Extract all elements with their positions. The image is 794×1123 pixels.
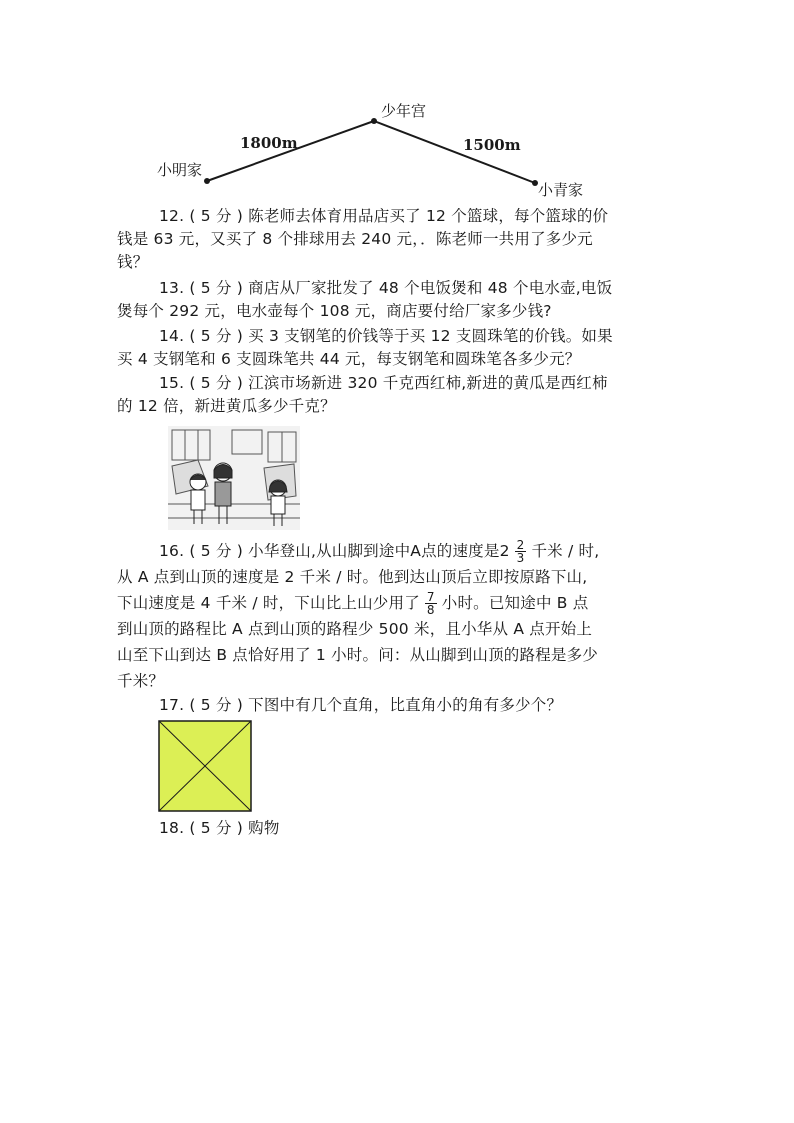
question-12: 12. ( 5 分 ) 陈老师去体育用品店买了 12 个篮球，每个篮球的价 钱是 63 元，又买了 8 个排球用去 240 元，．陈老师一共用了多少元 钱？ [117,207,609,271]
fraction-seven-eighths: $\frac{7}{8}$ [426,590,435,617]
question-14: 14. ( 5 分 ) 买 3 支钢笔的价钱等于买 12 支圆珠笔的价钱。如果 买 4 支钢笔和 6 支圆珠笔共 44 元，每支钢笔和圆珠笔各多少元？ [117,327,613,368]
question-13: 13. ( 5 分 ) 商店从厂家批发了 48 个电饭煲和 48 个电水壶,电饭 煲每个 292 元，电水壶每个 108 元，商店要付给厂家多少钱? [117,279,613,320]
label-xiaoqing-home: 小青家 [538,181,584,199]
fraction-two-thirds: $\frac{2}{3}$ [516,538,525,565]
point-youth-palace [371,118,377,124]
square-with-diagonals [158,720,252,812]
label-distance-left: 1800m [240,134,298,152]
market-illustration [168,426,300,530]
route-diagram [0,0,794,200]
label-youth-palace: 少年宫 [381,102,427,120]
question-18: 18. ( 5 分 ) 购物 [159,819,280,837]
label-xiaoming-home: 小明家 [157,161,203,179]
point-xiaoming-home [204,178,210,184]
question-17: 17. ( 5 分 ) 下图中有几个直角，比直角小的角有多少个？ [159,696,563,714]
label-distance-right: 1500m [463,136,521,154]
question-16: 16. ( 5 分 ) 小华登山,从山脚到途中A点的速度是2 $\frac{2}{3}$ 千米 / 时, 从 A 点到山顶的速度是 2 千米 / 时。他到达山顶后立即按原路下山, 下山速度是 4 千米 / 时，下山比上山少用了 $\frac{7}{8}$ 小时。已知途中 B 点 到山顶的路程比 A 点到山顶的路程少 500 米，且小华从 A 点开始上 山至下山到达 B 点恰好用了 1 小时。问：从山脚到山顶的路程是多少 千米？ [117,538,600,690]
question-15: 15. ( 5 分 ) 江滨市场新进 320 千克西红柿,新进的黄瓜是西红柿 的 12 倍，新进黄瓜多少千克？ [117,374,608,415]
